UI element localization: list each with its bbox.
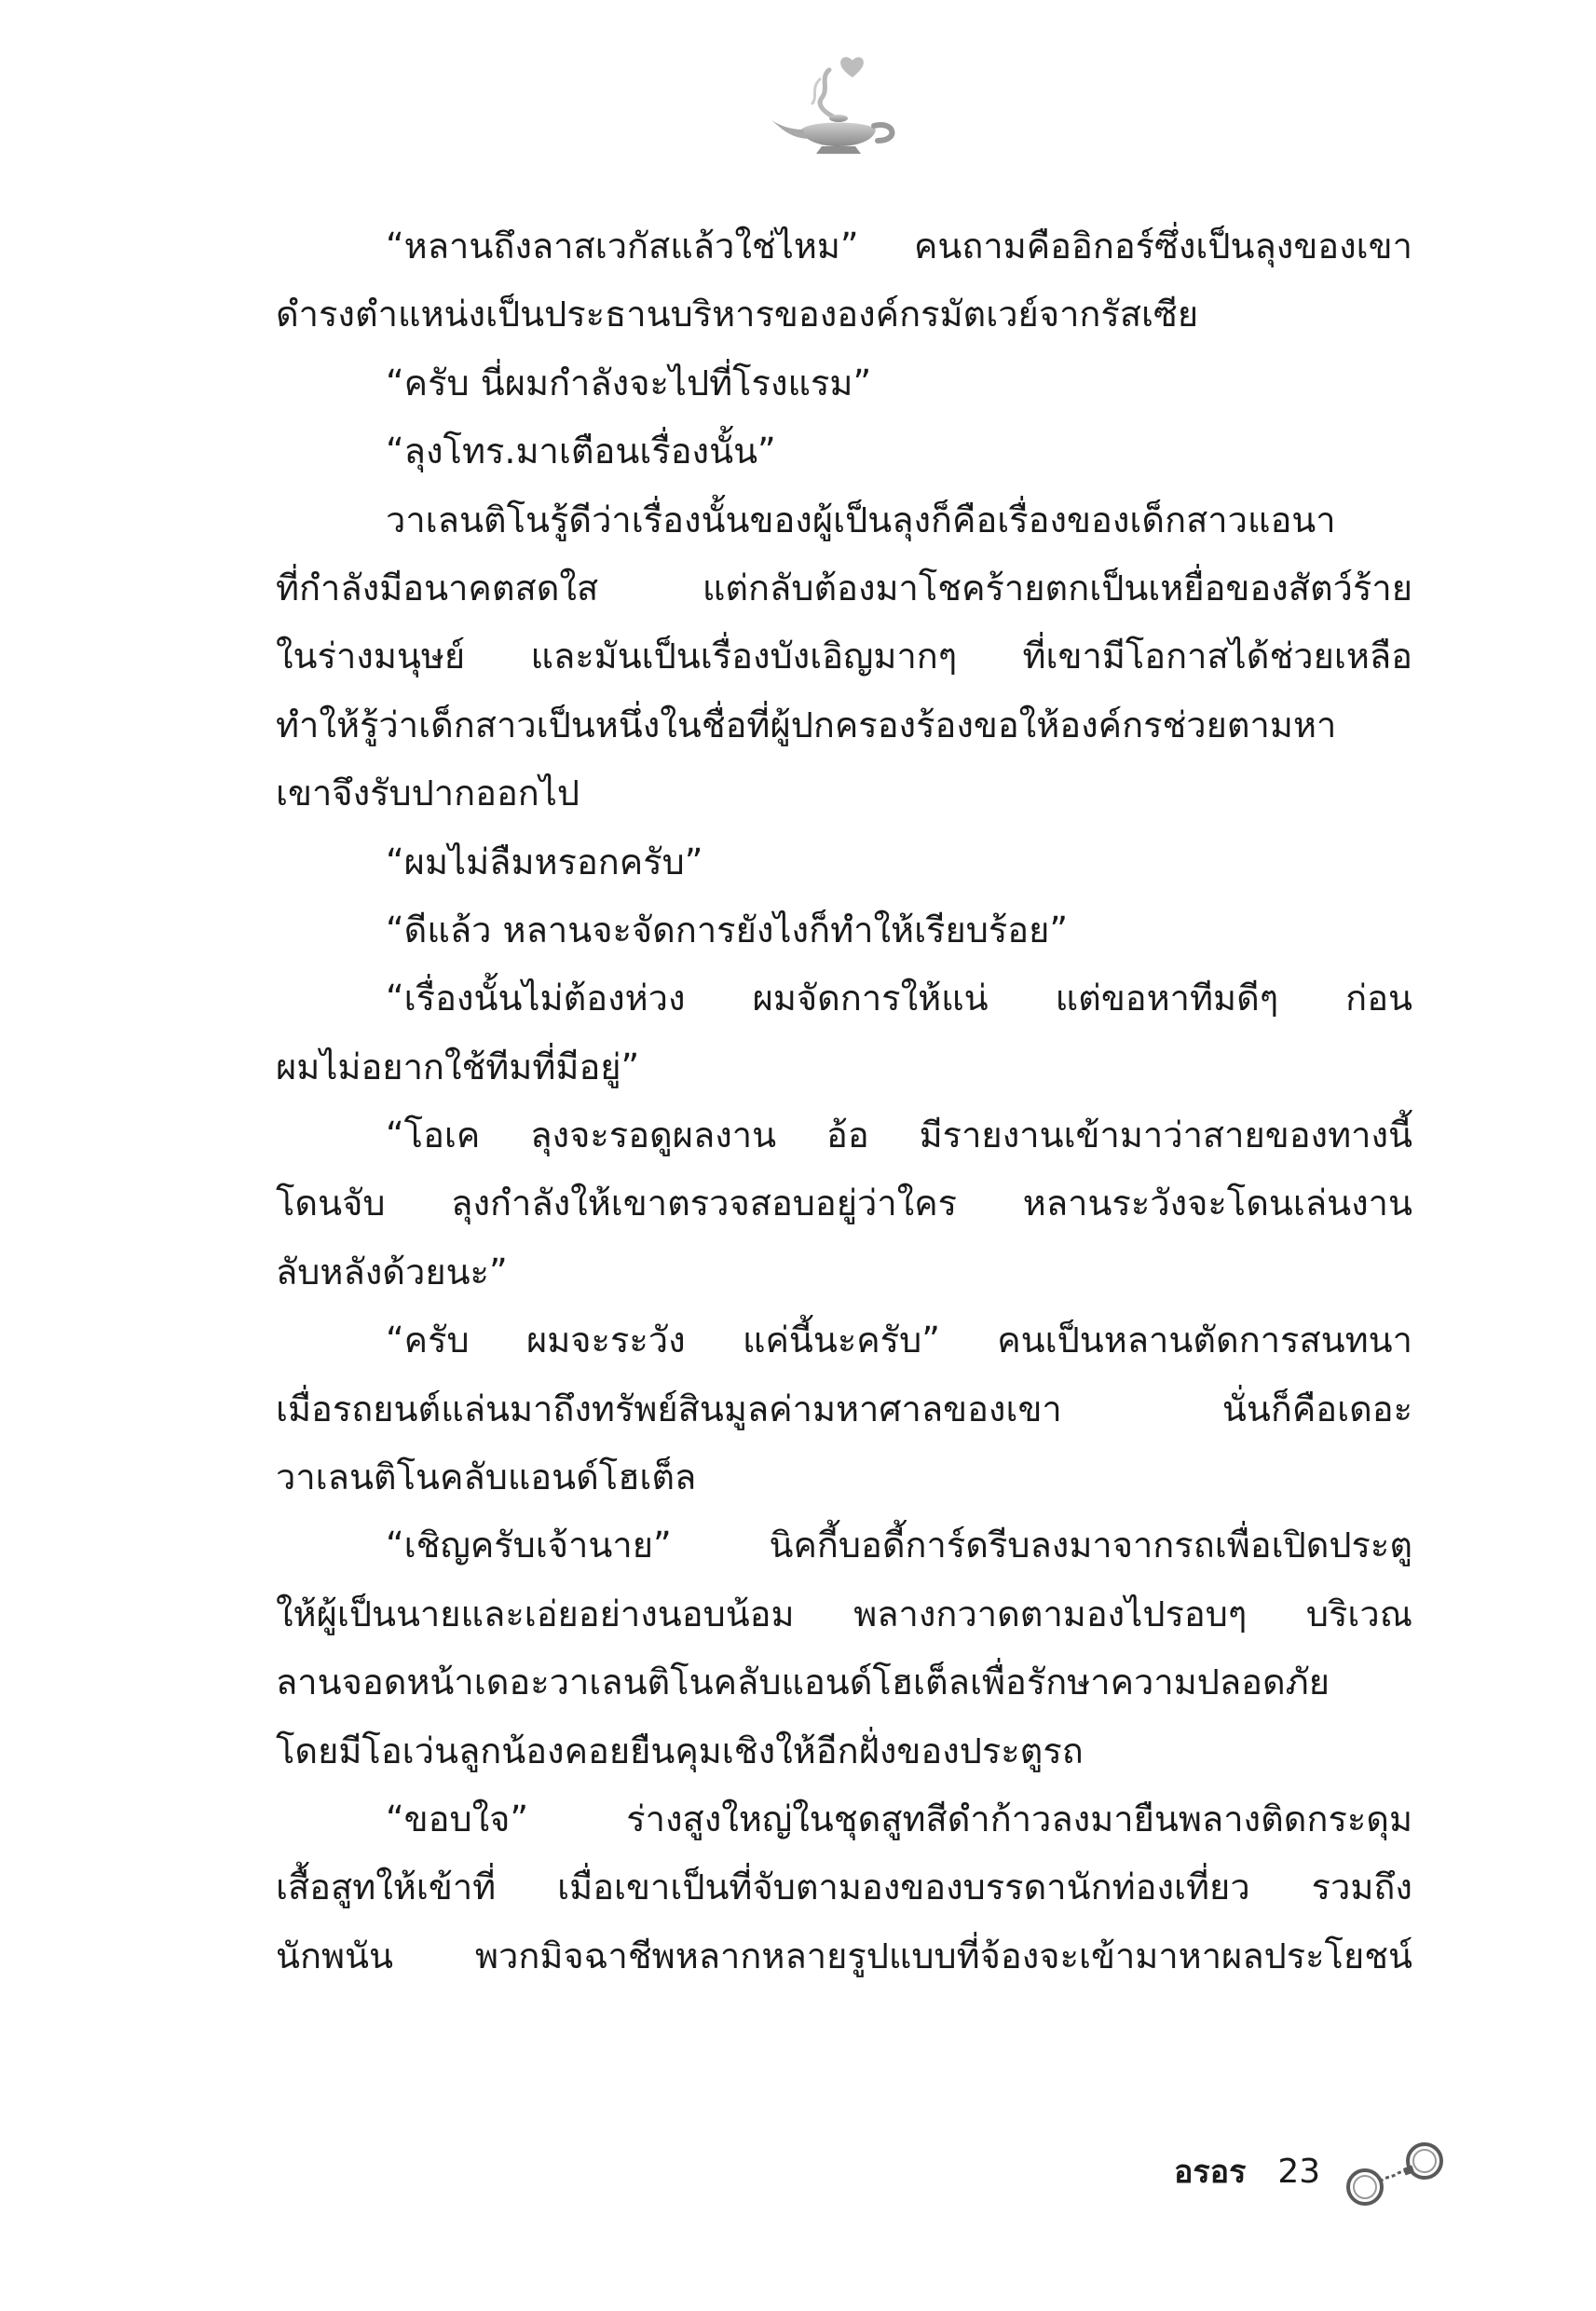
text-line: วาเลนติโนรู้ดีว่าเรื่องนั้นของผู้เป็นลุงก็คือเรื่องของเด็กสาวแอนา [386,499,1336,540]
text-line: “ดีแล้ว หลานจะจัดการยังไงก็ทำให้เรียบร้อย” [386,909,1069,950]
text-line: วาเลนติโนคลับแอนด์โฮเต็ล [276,1456,697,1498]
page-number: 23 [1277,2152,1321,2191]
text-line: นักพนัน พวกมิจฉาชีพหลากหลายรูปแบบที่จ้องจะเข้ามาหาผลประโยชน์ [276,1935,1412,1976]
text-line: เสื้อสูทให้เข้าที่ เมื่อเขาเป็นที่จับตามองของบรรดานักท่องเที่ยว รวมถึง [276,1867,1412,1908]
body-text [276,212,1412,1990]
text-line: ผมไม่อยากใช้ทีมที่มีอยู่” [276,1046,640,1087]
genie-lamp-icon [764,51,913,163]
text-line: “ครับ ผมจะระวัง แค่นี้นะครับ” คนเป็นหลานตัดการสนทนา [386,1320,1412,1361]
text-line: “เชิญครับเจ้านาย” นิคกี้บอดี้การ์ดรีบลงมาจากรถเพื่อเปิดประตู [386,1525,1412,1566]
text-line: โดนจับ ลุงกำลังให้เขาตรวจสอบอยู่ว่าใคร หลานระวังจะโดนเล่นงาน [276,1183,1412,1224]
text-line: “โอเค ลุงจะรอดูผลงาน อ้อ มีรายงานเข้ามาว่าสายของทางนี้ [386,1114,1412,1156]
text-line: ที่กำลังมีอนาคตสดใส แต่กลับต้องมาโชคร้ายตกเป็นเหยื่อของสัตว์ร้าย [276,567,1412,609]
handcuffs-icon [1339,2139,1451,2213]
book-title: อรอร [1174,2154,1247,2191]
text-line: โดยมีโอเว่นลูกน้องคอยยืนคุมเชิงให้อีกฝั่งของประตูรถ [276,1730,1084,1771]
text-line: “ครับ นี่ผมกำลังจะไปที่โรงแรม” [386,362,872,403]
text-line: ในร่างมนุษย์ และมันเป็นเรื่องบังเอิญมากๆ ที่เขามีโอกาสได้ช่วยเหลือ [276,636,1412,677]
text-line: “ผมไม่ลืมหรอกครับ” [386,841,703,882]
text-line: เมื่อรถยนต์แล่นมาถึงทรัพย์สินมูลค่ามหาศาลของเขา นั่นก็คือเดอะ [276,1388,1412,1429]
text-line: “หลานถึงลาสเวกัสแล้วใช่ไหม” คนถามคืออิกอร์ซึ่งเป็นลุงของเขา [386,226,1412,267]
text-line: ลับหลังด้วยนะ” [276,1251,508,1292]
text-line: เขาจึงรับปากออกไป [276,773,580,814]
text-line: ดำรงตำแหน่งเป็นประธานบริหารขององค์กรมัตเวย์จากรัสเซีย [276,294,1199,335]
text-line: ทำให้รู้ว่าเด็กสาวเป็นหนึ่งในชื่อที่ผู้ปกครองร้องขอให้องค์กรช่วยตามหา [276,704,1337,745]
page-footer [1174,2143,1451,2199]
text-line: ให้ผู้เป็นนายและเอ่ยอย่างนอบน้อม พลางกวาดตามองไปรอบๆ บริเวณ [276,1593,1412,1634]
text-line: “ขอบใจ” ร่างสูงใหญ่ในชุดสูทสีดำก้าวลงมายืนพลางติดกระดุม [386,1798,1412,1839]
text-line: “เรื่องนั้นไม่ต้องห่วง ผมจัดการให้แน่ แต่ขอหาทีมดีๆ ก่อน [386,978,1412,1019]
text-line: “ลุงโทร.มาเตือนเรื่องนั้น” [386,431,776,472]
text-line: ลานจอดหน้าเดอะวาเลนติโนคลับแอนด์โฮเต็ลเพื่อรักษาความปลอดภัย [276,1661,1330,1703]
